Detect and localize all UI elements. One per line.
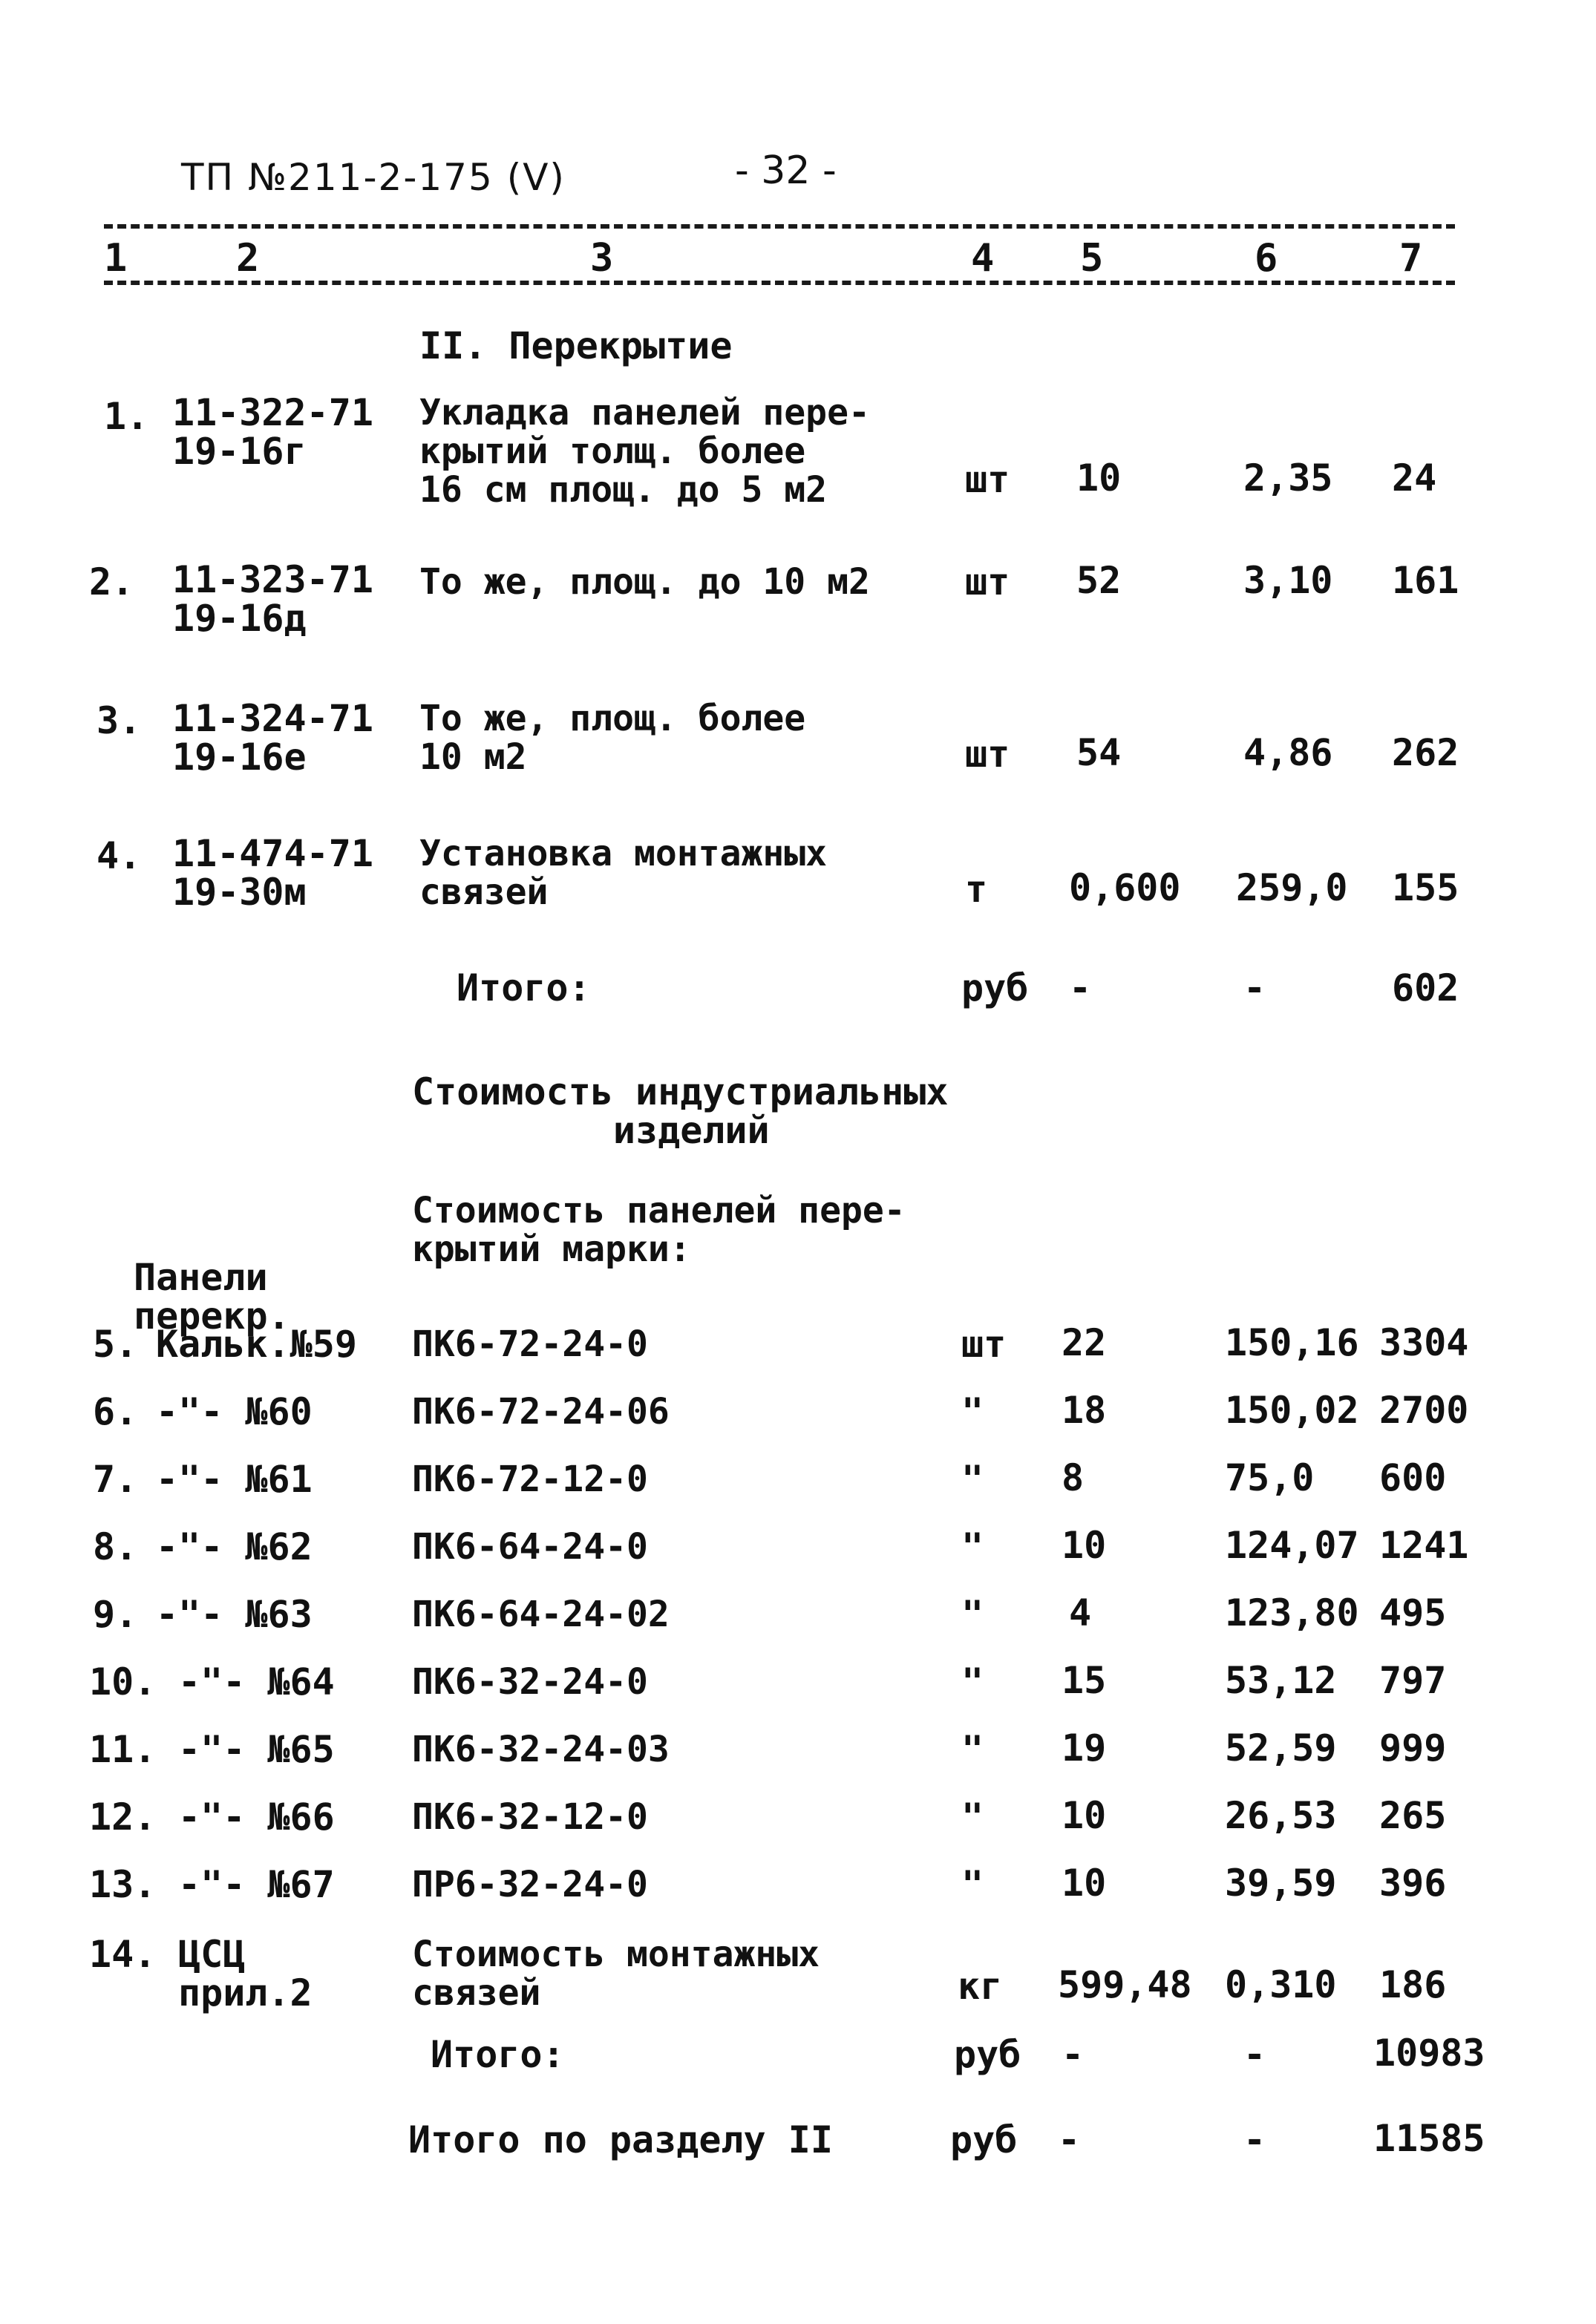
panel-mark: ПК6-72-24-06 [412, 1391, 670, 1433]
subtotal-quantity: - [1062, 2033, 1085, 2076]
norm-code: -"- №66 [178, 1796, 335, 1839]
subtotal-total: 602 [1392, 966, 1459, 1009]
row-unit: шт [965, 733, 1010, 776]
subtotal-unit-price: - [1243, 966, 1266, 1009]
row-number: 3. [97, 699, 142, 742]
column-number: 1 [104, 236, 128, 281]
row-unit: кг [958, 1965, 1003, 2008]
row-total: 797 [1379, 1659, 1447, 1702]
panel-mark: ПК6-72-24-0 [412, 1323, 648, 1365]
subtotal-unit-price: - [1243, 2033, 1266, 2076]
row-total: 155 [1392, 866, 1459, 909]
norm-code: 11-322-71 19-16г [172, 391, 373, 473]
section-total-quantity: - [1058, 2118, 1081, 2161]
panel-mark: ПР6-32-24-0 [412, 1864, 648, 1905]
row-description: Стоимость монтажных связей [412, 1934, 820, 2014]
section-total-label: Итого по разделу II [408, 2118, 833, 2161]
row-unit: " [961, 1863, 984, 1906]
panels-label: Панели перекр. [134, 1256, 290, 1338]
row-unit-price: 259,0 [1236, 866, 1348, 909]
row-total: 3304 [1379, 1321, 1469, 1364]
panel-mark: ПК6-64-24-02 [412, 1594, 670, 1635]
row-number: 8. [93, 1525, 138, 1568]
row-number: 14. [89, 1933, 157, 1976]
panel-mark: ПК6-72-12-0 [412, 1459, 648, 1500]
row-total: 186 [1379, 1963, 1447, 2006]
panel-mark: ПК6-32-24-0 [412, 1661, 648, 1703]
row-unit: т [965, 868, 988, 911]
norm-code: 11-324-71 19-16е [172, 697, 373, 779]
row-unit-price: 53,12 [1225, 1659, 1337, 1702]
row-total: 600 [1379, 1456, 1447, 1499]
row-unit-price: 124,07 [1225, 1524, 1359, 1567]
row-quantity: 19 [1062, 1726, 1107, 1770]
subtotal-unit: руб [954, 2033, 1021, 2076]
row-unit: шт [965, 458, 1010, 501]
row-quantity: 10 [1062, 1794, 1107, 1837]
norm-code: -"- №64 [178, 1660, 335, 1703]
row-unit-price: 150,16 [1225, 1321, 1359, 1364]
row-total: 161 [1392, 559, 1459, 602]
row-description: То же, площ. более 10 м2 [419, 698, 806, 778]
section-title: II. Перекрытие [419, 324, 733, 367]
row-unit: шт [961, 1323, 1007, 1366]
norm-code: -"- №62 [156, 1525, 313, 1568]
row-total: 24 [1392, 456, 1437, 500]
row-quantity: 22 [1062, 1321, 1107, 1364]
row-number: 11. [89, 1728, 157, 1771]
norm-code: -"- №60 [156, 1390, 313, 1433]
row-quantity: 54 [1076, 731, 1122, 774]
subtotal-total: 10983 [1373, 2032, 1485, 2075]
row-unit: " [961, 1660, 984, 1703]
row-total: 265 [1379, 1794, 1447, 1837]
row-number: 5. [93, 1323, 138, 1366]
row-unit: шт [965, 560, 1010, 603]
panel-mark: ПК6-32-12-0 [412, 1796, 648, 1838]
panel-mark: ПК6-64-24-0 [412, 1526, 648, 1568]
subtotal-label: Итого: [457, 966, 591, 1009]
norm-code: -"- №67 [178, 1863, 335, 1906]
row-unit-price: 4,86 [1243, 731, 1333, 774]
norm-code: 11-323-71 19-16д [172, 558, 373, 640]
norm-code: Кальк.№59 [156, 1323, 357, 1366]
row-unit: " [961, 1390, 984, 1433]
row-quantity: 599,48 [1058, 1963, 1192, 2006]
column-number: 4 [971, 236, 995, 281]
panel-mark: ПК6-32-24-03 [412, 1729, 670, 1770]
row-quantity: 0,600 [1069, 866, 1181, 909]
header-rule-bottom [104, 281, 1455, 285]
section-total-unit-price: - [1243, 2118, 1266, 2161]
row-unit-price: 52,59 [1225, 1726, 1337, 1770]
row-unit-price: 150,02 [1225, 1389, 1359, 1432]
row-quantity: 8 [1062, 1456, 1085, 1499]
row-number: 13. [89, 1863, 157, 1906]
industrial-items-heading: Стоимость индустриальных изделий [412, 1070, 949, 1152]
row-number: 7. [93, 1458, 138, 1501]
subtotal-label: Итого: [431, 2033, 565, 2076]
page-number: - 32 - [735, 148, 837, 193]
row-quantity: 10 [1076, 456, 1122, 500]
row-quantity: 15 [1062, 1659, 1107, 1702]
row-description: Установка монтажных связей [419, 833, 828, 913]
row-quantity: 4 [1069, 1591, 1092, 1634]
row-total: 2700 [1379, 1389, 1469, 1432]
column-number: 2 [236, 236, 260, 281]
row-total: 495 [1379, 1591, 1447, 1634]
row-total: 1241 [1379, 1524, 1469, 1567]
norm-code: -"- №61 [156, 1458, 313, 1501]
norm-code: ЦСЦ прил.2 [178, 1933, 313, 2014]
row-number: 9. [93, 1593, 138, 1636]
row-number: 12. [89, 1796, 157, 1839]
header-rule-top [104, 224, 1455, 229]
row-unit: " [961, 1458, 984, 1501]
column-number: 3 [590, 236, 614, 281]
panels-heading: Стоимость панелей пере- крытий марки: [412, 1190, 906, 1270]
row-quantity: 18 [1062, 1389, 1107, 1432]
norm-code: -"- №63 [156, 1593, 313, 1636]
row-unit: " [961, 1728, 984, 1771]
row-quantity: 52 [1076, 559, 1122, 602]
row-description: То же, площ. до 10 м2 [419, 561, 870, 603]
column-number: 5 [1080, 236, 1104, 281]
row-unit: " [961, 1796, 984, 1839]
row-number: 2. [89, 560, 134, 603]
norm-code: 11-474-71 19-30м [172, 832, 373, 914]
row-total: 999 [1379, 1726, 1447, 1770]
row-quantity: 10 [1062, 1862, 1107, 1905]
row-unit-price: 2,35 [1243, 456, 1333, 500]
row-unit-price: 26,53 [1225, 1794, 1337, 1837]
row-unit: " [961, 1525, 984, 1568]
row-number: 6. [93, 1390, 138, 1433]
row-number: 10. [89, 1660, 157, 1703]
row-number: 4. [97, 834, 142, 877]
subtotal-quantity: - [1069, 966, 1092, 1009]
row-quantity: 10 [1062, 1524, 1107, 1567]
row-total: 396 [1379, 1862, 1447, 1905]
row-unit: " [961, 1593, 984, 1636]
column-number: 6 [1255, 236, 1278, 281]
section-total-amount: 11585 [1373, 2117, 1485, 2160]
row-unit-price: 123,80 [1225, 1591, 1359, 1634]
norm-code: -"- №65 [178, 1728, 335, 1771]
row-total: 262 [1392, 731, 1459, 774]
row-description: Укладка панелей пере- крытий толщ. более 16 см площ. до 5 м2 [419, 392, 870, 511]
row-unit-price: 0,310 [1225, 1963, 1337, 2006]
column-number: 7 [1399, 236, 1423, 281]
row-number: 1. [104, 395, 149, 438]
document-code: ТП №211-2-175 (V) [181, 156, 566, 199]
row-unit-price: 39,59 [1225, 1862, 1337, 1905]
section-total-unit: руб [950, 2118, 1018, 2161]
subtotal-unit: руб [961, 966, 1029, 1009]
row-unit-price: 75,0 [1225, 1456, 1315, 1499]
row-unit-price: 3,10 [1243, 559, 1333, 602]
